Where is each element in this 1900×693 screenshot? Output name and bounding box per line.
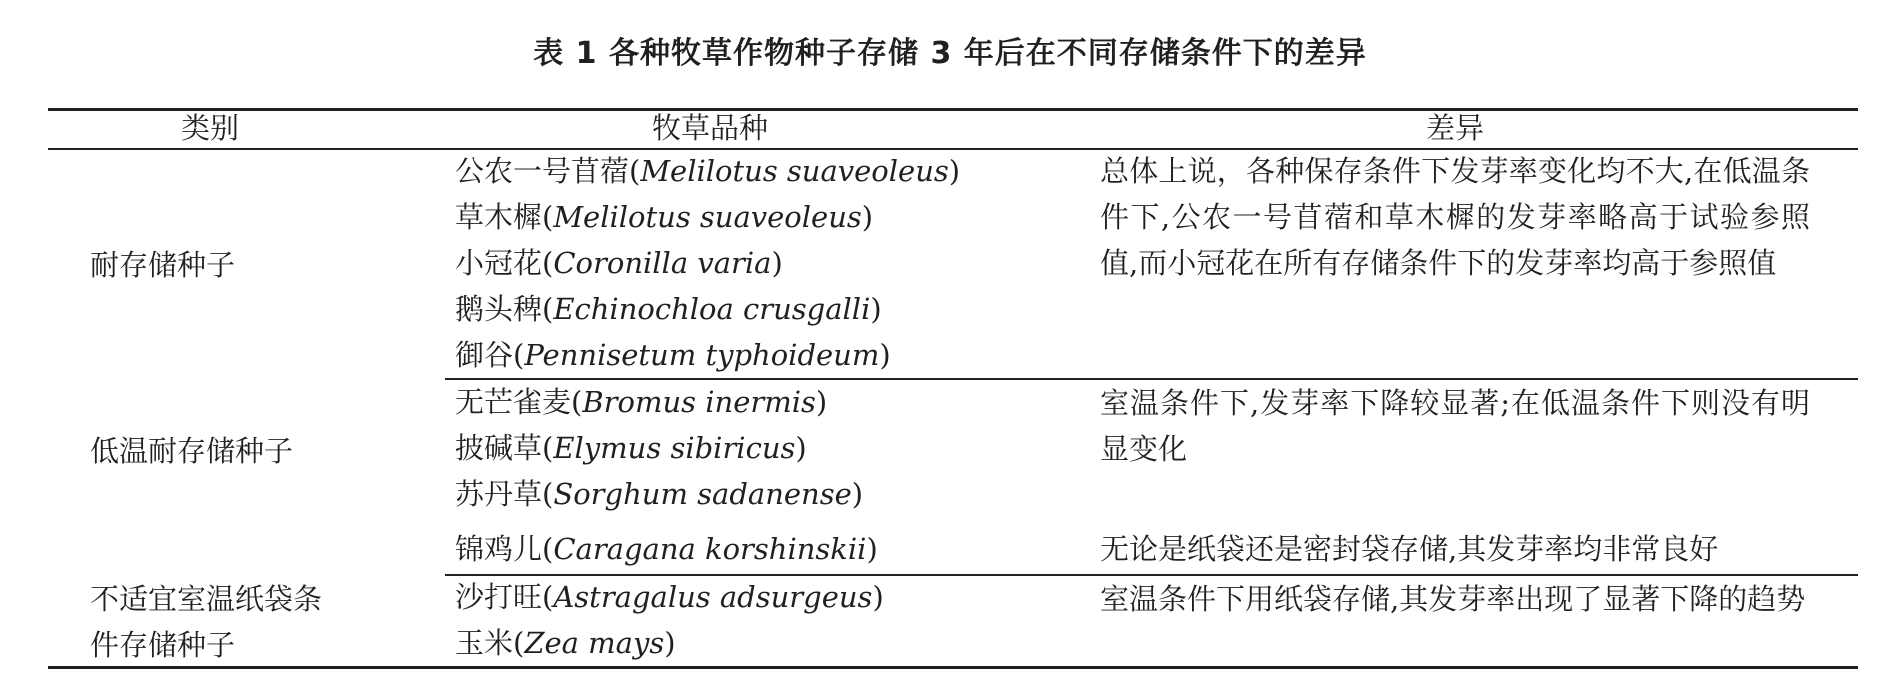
variety-item: 苏丹草(Sorghum sadanense)	[455, 477, 864, 511]
variety-item: 公农一号苜蓿(Melilotus suaveoleus)	[455, 154, 961, 188]
difference-text: 无论是纸袋还是密封袋存储,其发芽率均非常良好	[1100, 532, 1719, 566]
variety-name: 草木樨	[455, 200, 543, 234]
variety-latin: Sorghum sadanense	[553, 477, 852, 511]
category-label: 低温耐存储种子	[90, 434, 294, 468]
variety-latin: Astragalus adsurgeus	[553, 580, 873, 614]
variety-latin: Caragana korshinskii	[553, 532, 867, 566]
variety-item: 无芒雀麦(Bromus inermis)	[455, 385, 828, 419]
variety-latin: Bromus inermis	[582, 385, 816, 419]
variety-name: 御谷	[455, 338, 514, 372]
variety-name: 玉米	[455, 626, 514, 660]
variety-item: 玉米(Zea mays)	[455, 626, 676, 660]
variety-item: 小冠花(Coronilla varia)	[455, 246, 783, 280]
variety-name: 沙打旺	[455, 580, 543, 614]
category-label: 不适宜室温纸袋条件存储种子	[90, 582, 323, 662]
variety-latin: Echinochloa crusgalli	[553, 292, 871, 326]
top-rule	[48, 108, 1858, 111]
variety-latin: Pennisetum typhoideum	[524, 338, 880, 372]
header-difference: 差异	[1425, 111, 1484, 145]
difference-text: 室温条件下用纸袋存储,其发芽率出现了显著下降的趋势	[1100, 582, 1806, 616]
variety-name: 苏丹草	[455, 477, 543, 511]
variety-item: 锦鸡儿(Caragana korshinskii)	[455, 532, 878, 566]
variety-latin: Coronilla varia	[553, 246, 772, 280]
difference-text: 总体上说，各种保存条件下发芽率变化均不大,在低温条件下,公农一号苜蓿和草木樨的发芽率略高于试验参照值,而小冠花在所有存储条件下的发芽率均高于参照值	[1100, 154, 1810, 280]
variety-latin: Melilotus suaveoleus	[640, 154, 949, 188]
category-label: 耐存储种子	[90, 248, 236, 282]
variety-name: 小冠花	[455, 246, 543, 280]
variety-name: 公农一号苜蓿	[455, 154, 630, 188]
variety-name: 披碱草	[455, 431, 543, 465]
variety-latin: Melilotus suaveoleus	[553, 200, 862, 234]
variety-name: 锦鸡儿	[455, 532, 543, 566]
variety-item: 鹅头稗(Echinochloa crusgalli)	[455, 292, 882, 326]
bottom-rule	[48, 666, 1858, 669]
variety-item: 草木樨(Melilotus suaveoleus)	[455, 200, 874, 234]
header-variety: 牧草品种	[651, 111, 768, 145]
variety-name: 无芒雀麦	[455, 385, 572, 419]
variety-latin: Elymus sibiricus	[553, 431, 796, 465]
variety-item: 御谷(Pennisetum typhoideum)	[455, 338, 891, 372]
variety-item: 披碱草(Elymus sibiricus)	[455, 431, 807, 465]
variety-latin: Zea mays	[524, 626, 665, 660]
header-category: 类别	[180, 111, 239, 145]
variety-name: 鹅头稗	[455, 292, 543, 326]
difference-text: 室温条件下,发芽率下降较显著;在低温条件下则没有明显变化	[1100, 386, 1810, 466]
table-caption: 表 1 各种牧草作物种子存储 3 年后在不同存储条件下的差异	[533, 36, 1367, 71]
variety-item: 沙打旺(Astragalus adsurgeus)	[455, 580, 884, 614]
